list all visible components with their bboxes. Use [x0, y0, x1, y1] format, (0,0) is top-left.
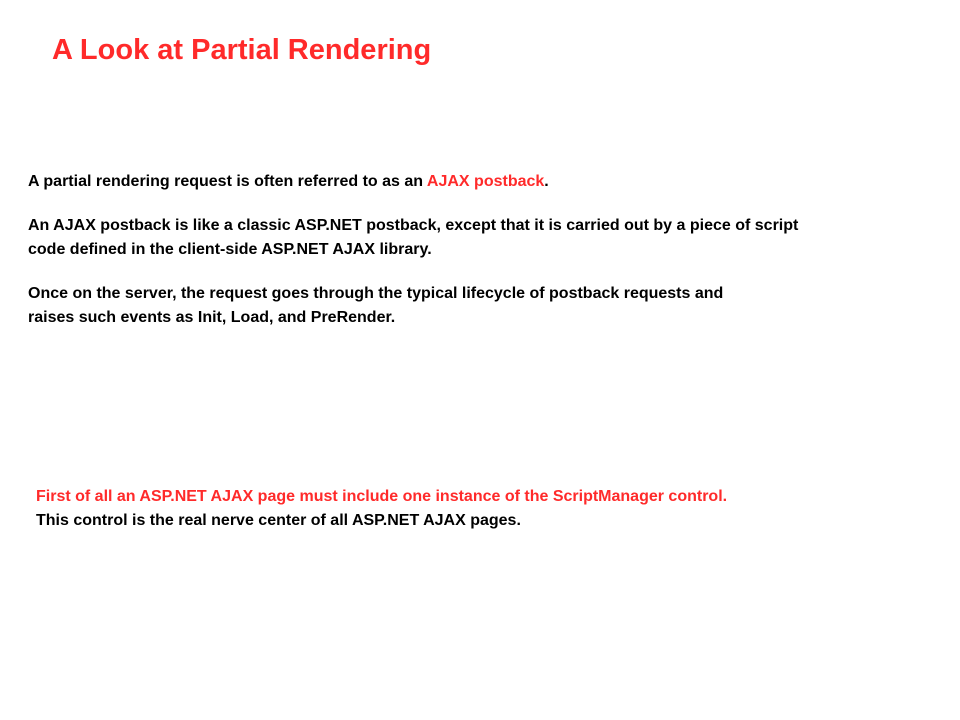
note-line1: First of all an ASP.NET AJAX page must include one instance of the ScriptManager control. — [36, 488, 728, 505]
paragraph-spacer — [28, 194, 938, 214]
paragraph2-line1: An AJAX postback is like a classic ASP.NET postback, except that it is carried out by a piece of script — [28, 217, 799, 234]
intro-suffix: . — [544, 173, 549, 190]
intro-highlight: AJAX postback — [426, 173, 545, 190]
paragraph2-line2: code defined in the client-side ASP.NET AJAX library. — [28, 241, 432, 258]
intro-line — [28, 170, 938, 194]
body-text — [28, 170, 938, 330]
note-text — [36, 485, 936, 533]
paragraph3-line1: Once on the server, the request goes through the typical lifecycle of postback requests and — [28, 285, 724, 302]
intro-prefix: A partial rendering request is often referred to as an — [28, 173, 427, 190]
slide-title: A Look at Partial Rendering — [52, 34, 432, 66]
paragraph3-line2: raises such events as Init, Load, and PreRender. — [28, 309, 396, 326]
note-line2: This control is the real nerve center of all ASP.NET AJAX pages. — [36, 512, 521, 529]
paragraph-spacer — [28, 262, 938, 282]
